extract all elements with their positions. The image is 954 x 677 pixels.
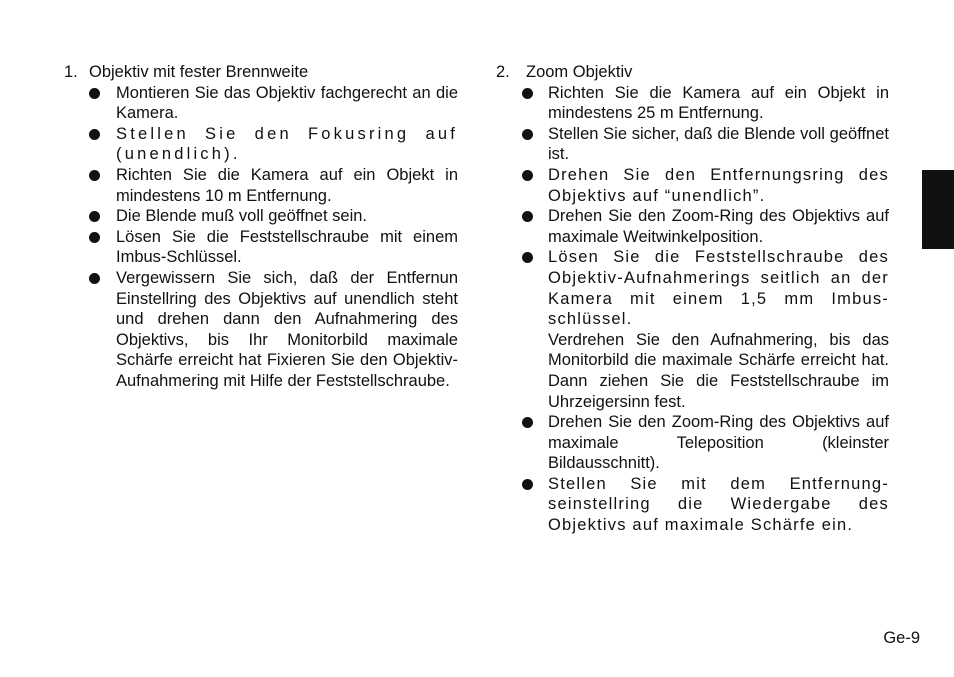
chapter-tab-marker — [922, 170, 954, 249]
list-item — [64, 206, 458, 227]
bullet-icon — [89, 88, 100, 99]
section-number: 2. — [496, 63, 510, 81]
list-item — [496, 165, 889, 206]
list-item-note: Verdrehen Sie den Aufnahmering, bis das Monitorbild die maximale Schärfe erreicht hat. Dann ziehen Sie die Feststellschraube im Uhrzeigersinn fest. — [548, 330, 889, 411]
list-item-text: Montieren Sie das Objektiv fachgerecht an die Kamera. — [116, 83, 458, 123]
section-fixed-lens — [64, 62, 458, 392]
list-item-text: Vergewissern Sie sich, daß der Entfernun Einstellring des Objektivs auf unendlich steht und drehen dann den Aufnahmering des Objektivs, bis Ihr Monitorbild maximale Schärfe erreicht hat Fixieren Sie den Objektiv-Aufnahmering mit Hilfe der Feststellschraube. — [116, 268, 458, 390]
bullet-icon — [89, 273, 100, 284]
bullet-icon — [89, 129, 100, 140]
section-zoom-lens — [496, 62, 889, 536]
list-item-text: Drehen Sie den Zoom-Ring des Objektivs auf maximale Teleposition (kleinster Bildausschnitt). — [548, 413, 889, 473]
fixed-lens-steps — [64, 83, 458, 392]
list-item — [496, 474, 889, 536]
list-item — [496, 412, 889, 474]
bullet-icon — [89, 170, 100, 181]
section-title: Objektiv mit fester Brennweite — [89, 63, 309, 81]
bullet-icon — [522, 417, 533, 428]
bullet-icon — [89, 211, 100, 222]
list-item — [64, 83, 458, 124]
list-item — [64, 268, 458, 392]
bullet-icon — [89, 232, 100, 243]
list-item — [496, 83, 889, 124]
list-item-text: Stellen Sie den Fokusring auf (unendlich). — [116, 124, 458, 164]
list-item — [64, 165, 458, 206]
section-heading-zoom-lens — [496, 62, 889, 83]
bullet-icon — [522, 129, 533, 140]
list-item — [496, 247, 889, 412]
list-item — [496, 124, 889, 165]
list-item-text: Richten Sie die Kamera auf ein Objekt in mindestens 25 m Entfernung. — [548, 83, 889, 123]
list-item-text: Lösen Sie die Feststellschraube mit einem Imbus-Schlüssel. — [116, 227, 458, 267]
section-number: 1. — [64, 63, 78, 81]
list-item — [496, 206, 889, 247]
list-item-text: Drehen Sie den Zoom-Ring des Objektivs auf maximale Weitwinkelposition. — [548, 207, 889, 246]
list-item — [64, 124, 458, 165]
section-heading-fixed-lens — [64, 62, 458, 83]
section-title: Zoom Objektiv — [526, 63, 633, 81]
bullet-icon — [522, 252, 533, 263]
bullet-icon — [522, 211, 533, 222]
bullet-icon — [522, 88, 533, 99]
list-item-text: Drehen Sie den Entfernungsring des Objektivs auf “unendlich”. — [548, 165, 889, 205]
list-item-text: Stellen Sie sicher, daß die Blende voll geöffnet ist. — [548, 124, 889, 164]
page-number: Ge-9 — [883, 629, 920, 647]
zoom-lens-steps — [496, 83, 889, 536]
bullet-icon — [522, 170, 533, 181]
list-item-text: Stellen Sie mit dem Entfernung-seinstellring die Wiedergabe des Objektivs auf maximale Schärfe ein. — [548, 474, 889, 535]
list-item — [64, 227, 458, 268]
list-item-text: Die Blende muß voll geöffnet sein. — [116, 207, 368, 226]
list-item-text: Lösen Sie die Feststellschraube des Objektiv-Aufnahmerings seitlich an der Kamera mit einem 1,5 mm Imbus-schlüssel. — [548, 248, 889, 329]
list-item-text: Richten Sie die Kamera auf ein Objekt in mindestens 10 m Entfernung. — [116, 165, 458, 205]
bullet-icon — [522, 479, 533, 490]
